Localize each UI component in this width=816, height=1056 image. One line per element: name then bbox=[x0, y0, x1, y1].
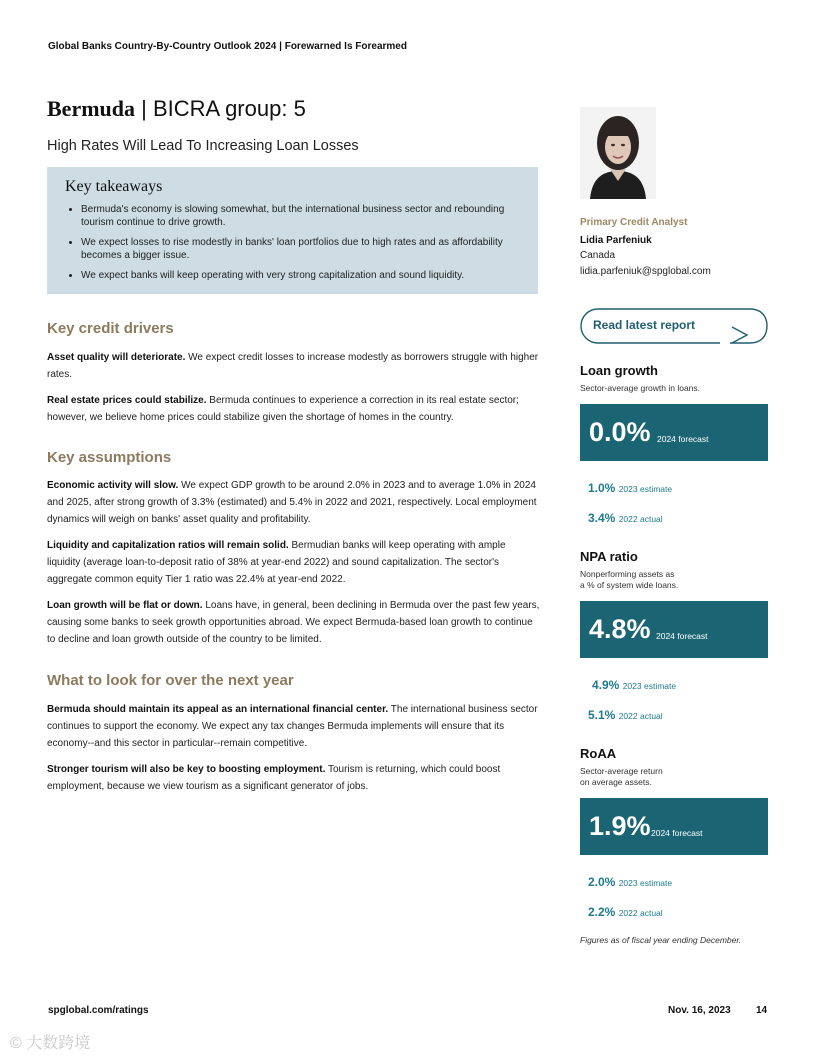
subtitle-line: Nonperforming assets as bbox=[580, 569, 675, 579]
loan-growth-title: Loan growth bbox=[580, 363, 658, 378]
paragraph-lead: Loan growth will be flat or down. bbox=[47, 600, 203, 611]
estimate-value: 2.0% bbox=[588, 875, 616, 889]
roaa-forecast-value: 1.9% bbox=[589, 811, 651, 841]
roaa-title: RoAA bbox=[580, 746, 617, 761]
assumptions-heading: Key assumptions bbox=[47, 449, 172, 466]
footer-date: Nov. 16, 2023 bbox=[668, 1005, 731, 1016]
country-name: Bermuda bbox=[47, 96, 135, 121]
look-for-paragraph bbox=[47, 701, 540, 752]
loan-growth-forecast-label: 2024 forecast bbox=[657, 434, 709, 444]
subtitle-line: a % of system wide loans. bbox=[580, 580, 679, 590]
watermark-logo-icon: © bbox=[10, 1035, 22, 1052]
roaa-actual bbox=[588, 905, 663, 919]
paragraph-lead: Economic activity will slow. bbox=[47, 480, 179, 491]
credit-driver-paragraph bbox=[47, 349, 540, 383]
loan-growth-actual bbox=[588, 511, 663, 525]
npa-ratio-title: NPA ratio bbox=[580, 549, 638, 564]
page-number: 14 bbox=[756, 1005, 768, 1016]
paragraph-text: Bermudian banks will keep operating with ample liquidity (average loan-to-deposit ratio of 38% at year-end 2022) and sound capitalization. The sector's aggregate common equity Tier 1 ratio was 22.4% at year-end 2022. bbox=[47, 540, 506, 585]
loan-growth-subtitle: Sector-average growth in loans. bbox=[580, 383, 701, 393]
key-takeaways-box bbox=[47, 167, 538, 294]
credit-drivers-heading: Key credit drivers bbox=[47, 320, 174, 337]
npa-ratio-actual bbox=[588, 708, 663, 722]
estimate-label: 2023 estimate bbox=[618, 484, 673, 494]
subtitle-line: Sector-average return bbox=[580, 766, 663, 776]
paragraph-text: Tourism is returning, which could boost employment, because we view tourism as a significant generator of jobs. bbox=[47, 764, 501, 792]
estimate-value: 4.9% bbox=[592, 678, 620, 692]
look-for-paragraph bbox=[47, 761, 540, 795]
actual-value: 5.1% bbox=[588, 708, 616, 722]
actual-label: 2022 actual bbox=[618, 908, 663, 918]
report-header: Global Banks Country-By-Country Outlook 2024 | Forewarned Is Forearmed bbox=[48, 41, 407, 52]
estimate-label: 2023 estimate bbox=[622, 681, 677, 691]
paragraph-text: Loans have, in general, been declining in Bermuda over the past few years, causing some banks to seek growth opportunities abroad. We expect Bermuda-based loan growth to continue to decline and loan growth outside of the country to be limited. bbox=[47, 600, 540, 645]
watermark bbox=[10, 1030, 90, 1053]
takeaway-item: • Bermuda's economy is slowing somewhat, but the international business sector and rebounding tourism continue to drive growth. bbox=[81, 204, 520, 229]
analyst-name: Lidia Parfeniuk bbox=[580, 235, 652, 246]
roaa-forecast-box bbox=[580, 798, 768, 855]
estimate-value: 1.0% bbox=[588, 481, 616, 495]
paragraph-lead: Real estate prices could stabilize. bbox=[47, 395, 207, 406]
analyst-photo bbox=[580, 107, 656, 199]
npa-ratio-subtitle bbox=[580, 569, 730, 591]
figures-note: Figures as of fiscal year ending December. bbox=[580, 935, 742, 945]
key-takeaways-heading: Key takeaways bbox=[65, 178, 163, 195]
credit-driver-paragraph bbox=[47, 392, 540, 426]
report-button-label[interactable]: Read latest report bbox=[593, 318, 696, 332]
assumption-paragraph bbox=[47, 597, 540, 648]
analyst-location: Canada bbox=[580, 250, 616, 261]
paragraph-lead: Asset quality will deteriorate. bbox=[47, 352, 186, 363]
assumption-paragraph bbox=[47, 537, 540, 588]
actual-label: 2022 actual bbox=[618, 711, 663, 721]
look-for-heading: What to look for over the next year bbox=[47, 672, 294, 689]
roaa-subtitle bbox=[580, 766, 730, 788]
page-title bbox=[47, 96, 306, 122]
paragraph-lead: Bermuda should maintain its appeal as an international financial center. bbox=[47, 704, 389, 715]
actual-value: 2.2% bbox=[588, 905, 616, 919]
page-subtitle: High Rates Will Lead To Increasing Loan Losses bbox=[47, 138, 359, 154]
analyst-portrait-icon bbox=[580, 107, 656, 199]
paragraph-text: The international business sector continues to support the economy. We expect any tax changes Bermuda implements will ensure that its economy--and this sector in particular--remain competitive. bbox=[47, 704, 538, 749]
paragraph-text: Bermuda continues to experience a correction in its real estate sector; however, we believe home prices could stabilize given the shortage of homes in the country. bbox=[47, 395, 519, 423]
actual-label: 2022 actual bbox=[618, 514, 663, 524]
loan-growth-forecast-box bbox=[580, 404, 768, 461]
loan-growth-estimate bbox=[588, 481, 672, 495]
roaa-estimate bbox=[588, 875, 672, 889]
npa-ratio-forecast-box bbox=[580, 601, 768, 658]
actual-value: 3.4% bbox=[588, 511, 616, 525]
footer-site-link[interactable]: spglobal.com/ratings bbox=[48, 1005, 149, 1016]
paragraph-text: We expect GDP growth to be around 2.0% in 2023 and to average 1.0% in 2024 and 2025, after strong growth of 3.3% (estimated) and 5.4% in 2022 and 2021, respectively. Local employment dynamics will weigh on banks' asset quality and profitability. bbox=[47, 480, 537, 525]
bicra-group: | BICRA group: 5 bbox=[135, 96, 306, 121]
takeaways-list bbox=[65, 204, 520, 283]
npa-ratio-forecast-value: 4.8% bbox=[589, 614, 651, 644]
subtitle-line: on average assets. bbox=[580, 777, 652, 787]
loan-growth-forecast-value: 0.0% bbox=[589, 417, 651, 447]
paragraph-text: We expect credit losses to increase modestly as borrowers struggle with higher rates. bbox=[47, 352, 539, 380]
takeaway-item: • We expect losses to rise modestly in banks' loan portfolios due to high rates and as affordability becomes a bigger issue. bbox=[81, 237, 520, 262]
assumption-paragraph bbox=[47, 477, 540, 528]
takeaway-item: • We expect banks will keep operating with very strong capitalization and sound liquidity. bbox=[81, 270, 520, 283]
watermark-text: 大数跨境 bbox=[26, 1035, 91, 1052]
npa-ratio-estimate bbox=[592, 678, 676, 692]
paragraph-lead: Stronger tourism will also be key to boosting employment. bbox=[47, 764, 326, 775]
paragraph-lead: Liquidity and capitalization ratios will remain solid. bbox=[47, 540, 289, 551]
npa-ratio-forecast-label: 2024 forecast bbox=[656, 631, 708, 641]
analyst-role: Primary Credit Analyst bbox=[580, 217, 688, 228]
roaa-forecast-label: 2024 forecast bbox=[651, 828, 703, 838]
analyst-email[interactable]: lidia.parfeniuk@spglobal.com bbox=[580, 266, 711, 277]
estimate-label: 2023 estimate bbox=[618, 878, 673, 888]
